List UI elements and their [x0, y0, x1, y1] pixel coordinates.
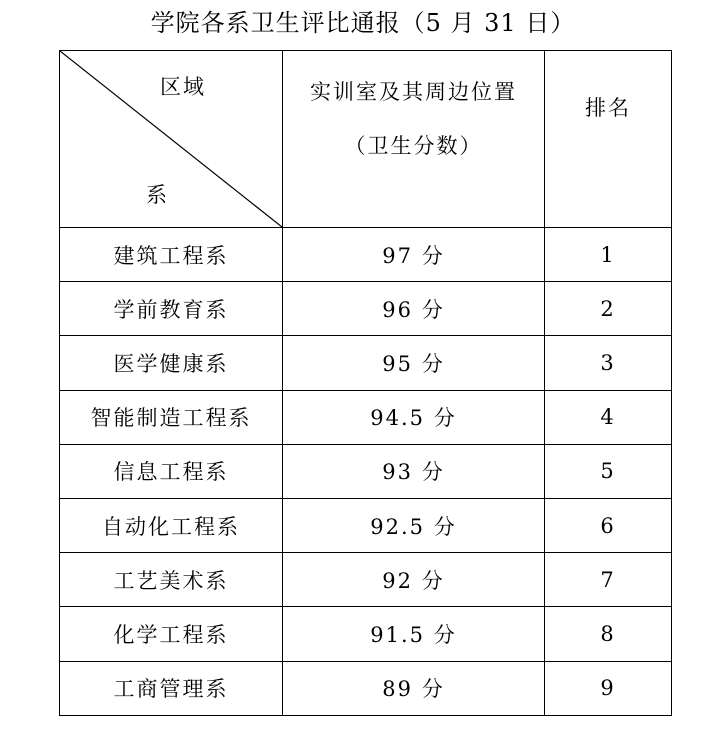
- score-cell: 92.5 分: [283, 498, 545, 552]
- score-cell: 89 分: [283, 661, 545, 715]
- table-row: [60, 661, 672, 715]
- table-row: [60, 607, 672, 661]
- location-score-header: [283, 51, 545, 228]
- table-row: [60, 498, 672, 552]
- rank-cell: 8: [545, 607, 672, 661]
- score-cell: 97 分: [283, 228, 545, 282]
- score-cell: 93 分: [283, 444, 545, 498]
- table-row: [60, 444, 672, 498]
- rank-cell: 2: [545, 282, 672, 336]
- department-cell: 化学工程系: [60, 607, 283, 661]
- table-row: [60, 390, 672, 444]
- score-cell: 91.5 分: [283, 607, 545, 661]
- ranking-table: [59, 50, 672, 716]
- department-label: 系: [146, 183, 169, 207]
- department-cell: 医学健康系: [60, 336, 283, 390]
- region-label: 区域: [160, 75, 206, 99]
- department-cell: 工艺美术系: [60, 553, 283, 607]
- table-row: [60, 553, 672, 607]
- location-header-label: 实训室及其周边位置: [310, 80, 517, 104]
- rank-cell: 5: [545, 444, 672, 498]
- score-cell: 92 分: [283, 553, 545, 607]
- department-cell: 自动化工程系: [60, 498, 283, 552]
- table-header-row: [60, 51, 672, 228]
- rank-cell: 3: [545, 336, 672, 390]
- rank-cell: 1: [545, 228, 672, 282]
- score-cell: 94.5 分: [283, 390, 545, 444]
- department-cell: 智能制造工程系: [60, 390, 283, 444]
- table-row: [60, 336, 672, 390]
- diagonal-header-cell: [60, 51, 283, 228]
- score-cell: 96 分: [283, 282, 545, 336]
- department-cell: 建筑工程系: [60, 228, 283, 282]
- table-row: [60, 282, 672, 336]
- rank-cell: 7: [545, 553, 672, 607]
- score-cell: 95 分: [283, 336, 545, 390]
- score-header-label: （卫生分数）: [344, 134, 483, 158]
- department-cell: 工商管理系: [60, 661, 283, 715]
- page-title: 学院各系卫生评比通报（5 月 31 日）: [150, 9, 576, 37]
- rank-cell: 6: [545, 498, 672, 552]
- rank-cell: 9: [545, 661, 672, 715]
- table-row: [60, 228, 672, 282]
- department-cell: 学前教育系: [60, 282, 283, 336]
- rank-cell: 4: [545, 390, 672, 444]
- rank-header: [545, 51, 672, 228]
- department-cell: 信息工程系: [60, 444, 283, 498]
- rank-header-label: 排名: [585, 96, 631, 120]
